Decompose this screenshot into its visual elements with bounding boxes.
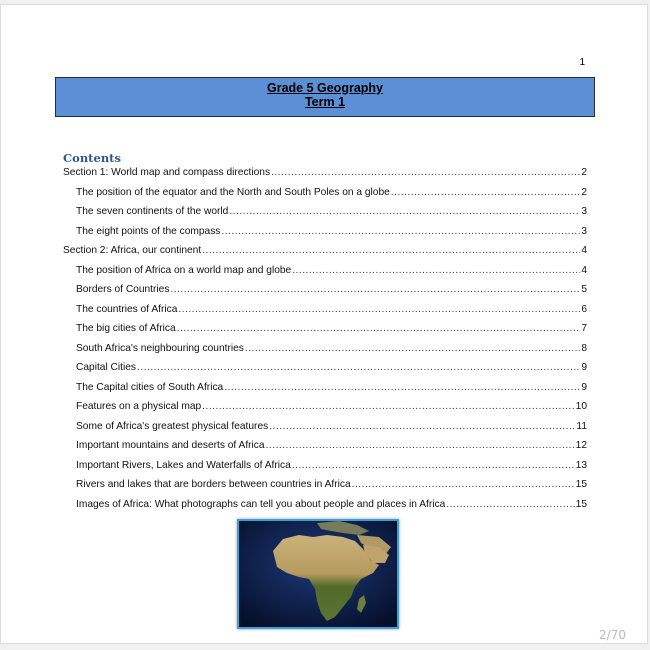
toc-entry-page: 15 xyxy=(575,479,587,490)
toc-entry-page: 3 xyxy=(581,225,587,237)
toc-entry[interactable] xyxy=(63,319,587,339)
toc-entry-label: Images of Africa: What photographs can tell you about people and places in Africa xyxy=(76,498,446,510)
toc-leader-dots xyxy=(446,495,574,515)
toc-leader-dots xyxy=(292,261,580,281)
toc-leader-dots xyxy=(177,319,581,339)
toc-leader-dots xyxy=(266,436,575,456)
toc-leader-dots xyxy=(271,163,580,183)
toc-entry-label: The seven continents of the world xyxy=(76,206,229,217)
toc-entry[interactable] xyxy=(63,495,587,515)
toc-entry-label: Features on a physical map xyxy=(76,401,202,412)
toc-leader-dots xyxy=(202,241,580,261)
toc-entry[interactable] xyxy=(63,202,587,222)
toc-entry-label: Important mountains and deserts of Africa xyxy=(76,440,265,451)
title-box xyxy=(55,77,595,117)
toc-leader-dots xyxy=(269,417,575,437)
toc-entry-page: 13 xyxy=(575,459,587,471)
page-indicator: 2/70 xyxy=(599,628,626,642)
toc-entry[interactable] xyxy=(63,222,587,242)
page-number: 1 xyxy=(579,57,585,68)
toc-entry-page: 10 xyxy=(575,401,587,412)
toc-entry[interactable] xyxy=(63,261,587,281)
toc-leader-dots xyxy=(391,183,581,203)
toc-entry-page: 9 xyxy=(581,362,587,373)
document-page xyxy=(0,4,648,644)
toc-entry-label: Important Rivers, Lakes and Waterfalls of Africa xyxy=(76,459,291,471)
toc-leader-dots xyxy=(245,339,580,359)
toc-entry[interactable] xyxy=(63,358,587,378)
toc-entry-page: 12 xyxy=(575,440,587,451)
toc-entry-label: The countries of Africa xyxy=(76,303,178,315)
toc-entry-page: 11 xyxy=(576,420,587,432)
toc-entry-page: 8 xyxy=(581,342,587,354)
toc-entry[interactable] xyxy=(63,163,587,183)
toc-entry-page: 2 xyxy=(581,186,587,198)
toc-entry-label: Section 1: World map and compass directions xyxy=(63,167,271,178)
toc-entry[interactable] xyxy=(63,378,587,398)
africa-satellite-image xyxy=(237,519,399,629)
toc-entry-label: Capital Cities xyxy=(76,362,137,373)
table-of-contents xyxy=(63,163,587,514)
toc-entry-page: 5 xyxy=(581,284,587,295)
toc-entry-label: The position of Africa on a world map and globe xyxy=(76,264,292,276)
toc-entry[interactable] xyxy=(63,456,587,476)
toc-leader-dots xyxy=(229,202,580,222)
toc-entry-label: Section 2: Africa, our continent xyxy=(63,245,202,256)
toc-entry-page: 3 xyxy=(581,206,587,217)
toc-entry-page: 6 xyxy=(581,303,587,315)
toc-entry-page: 4 xyxy=(581,245,587,256)
toc-entry-label: The big cities of Africa xyxy=(76,323,176,334)
toc-leader-dots xyxy=(137,358,580,378)
toc-entry-label: The eight points of the compass xyxy=(76,225,221,237)
toc-entry-page: 9 xyxy=(581,381,587,393)
toc-entry-label: Some of Africa's greatest physical features xyxy=(76,420,269,432)
title-line-2: Term 1 xyxy=(304,95,346,109)
toc-leader-dots xyxy=(202,397,575,417)
toc-entry-label: Rivers and lakes that are borders between countries in Africa xyxy=(76,479,351,490)
toc-leader-dots xyxy=(221,222,580,242)
toc-leader-dots xyxy=(352,475,575,495)
contents-heading: Contents xyxy=(63,151,121,165)
toc-entry[interactable] xyxy=(63,436,587,456)
toc-leader-dots xyxy=(292,456,575,476)
title-line-1: Grade 5 Geography xyxy=(266,81,383,95)
toc-entry-page: 2 xyxy=(581,167,587,178)
toc-leader-dots xyxy=(178,300,580,320)
toc-entry-label: South Africa's neighbouring countries xyxy=(76,342,244,354)
toc-entry[interactable] xyxy=(63,475,587,495)
toc-entry-page: 4 xyxy=(581,264,587,276)
toc-entry[interactable] xyxy=(63,339,587,359)
toc-leader-dots xyxy=(170,280,580,300)
toc-entry-label: The position of the equator and the North and South Poles on a globe xyxy=(76,186,390,198)
toc-entry[interactable] xyxy=(63,397,587,417)
toc-entry-label: Borders of Countries xyxy=(76,284,170,295)
toc-entry[interactable] xyxy=(63,183,587,203)
toc-entry[interactable] xyxy=(63,241,587,261)
toc-entry-label: The Capital cities of South Africa xyxy=(76,381,224,393)
toc-entry-page: 7 xyxy=(581,323,587,334)
toc-entry[interactable] xyxy=(63,280,587,300)
toc-leader-dots xyxy=(224,378,580,398)
toc-entry-page: 15 xyxy=(575,498,587,510)
toc-entry[interactable] xyxy=(63,417,587,437)
toc-entry[interactable] xyxy=(63,300,587,320)
